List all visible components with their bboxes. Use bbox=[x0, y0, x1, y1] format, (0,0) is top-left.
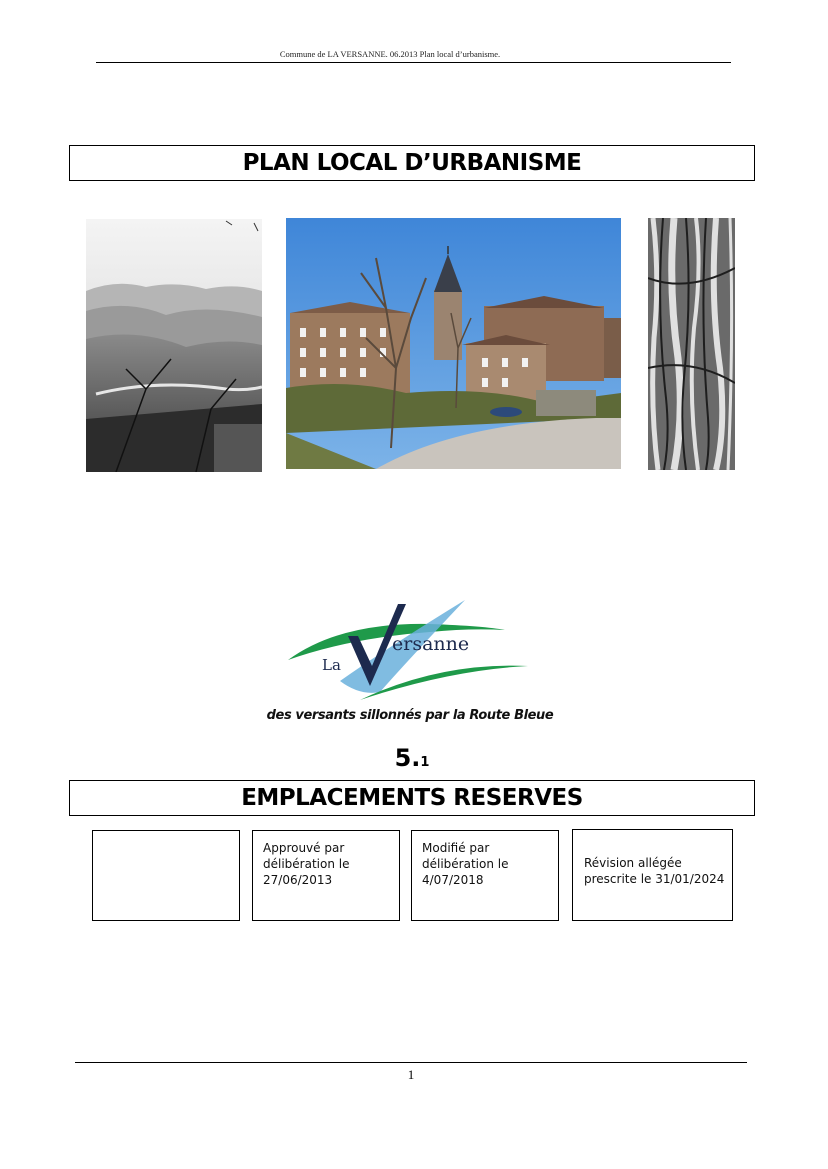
revision-line: Révision allégée bbox=[584, 856, 682, 870]
village-church-photo bbox=[286, 218, 621, 469]
empty-info-box bbox=[92, 830, 240, 921]
document-title: PLAN LOCAL D’URBANISME bbox=[69, 145, 755, 181]
logo-slogan: des versants sillonnés par la Route Bleue bbox=[266, 708, 554, 723]
modification-line: Modifié par bbox=[422, 841, 490, 855]
revision-date: prescrite le 31/01/2024 bbox=[584, 872, 725, 886]
revision-box bbox=[572, 829, 733, 921]
section-number-sub: 1 bbox=[420, 755, 430, 770]
tree-trunks-photo bbox=[648, 218, 735, 470]
la-versanne-logo bbox=[280, 596, 532, 704]
modification-box bbox=[411, 830, 559, 921]
logo-text-la: La bbox=[322, 656, 341, 674]
section-number-main: 5. bbox=[394, 744, 421, 772]
footer-rule bbox=[75, 1062, 747, 1063]
logo-text-ersanne: ersanne bbox=[392, 633, 470, 655]
modification-line: délibération le bbox=[422, 857, 509, 871]
header-rule bbox=[96, 62, 731, 63]
page-number: 1 bbox=[407, 1067, 415, 1082]
landscape-photo bbox=[86, 219, 262, 472]
approval-box bbox=[252, 830, 400, 921]
running-header: Commune de LA VERSANNE. 06.2013 Plan local d’urbanisme. bbox=[279, 49, 501, 59]
approval-line: délibération le bbox=[263, 857, 350, 871]
section-number bbox=[380, 744, 444, 772]
approval-date: 27/06/2013 bbox=[263, 873, 333, 887]
approval-line: Approuvé par bbox=[263, 841, 345, 855]
modification-date: 4/07/2018 bbox=[422, 873, 484, 887]
section-title: EMPLACEMENTS RESERVES bbox=[69, 780, 755, 816]
